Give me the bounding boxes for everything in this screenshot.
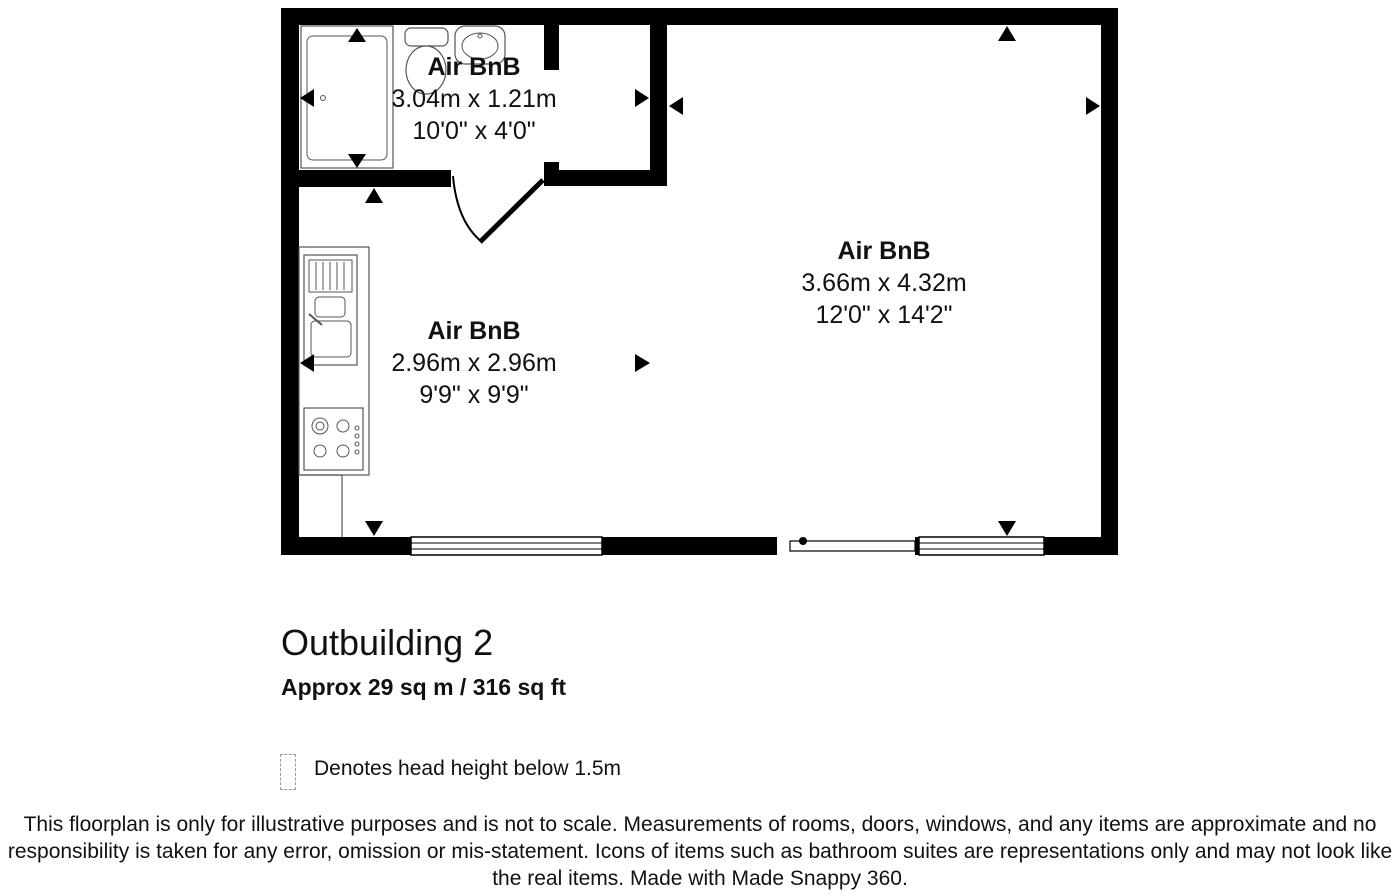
legend-text: Denotes head height below 1.5m [314,757,622,780]
arrow-left-icon [669,97,683,115]
disclaimer: This floorplan is only for illustrative purposes and is not to scale. Measurements of rooms, doors, windows, and any items are approximate and no responsibility is taken for any error, omission or mis-statement. Icons of items such as bathroom suites are representations only and may not look like the real items. Made with Made Snappy 360. [7,813,1393,890]
room-name: Air BnB [427,317,521,345]
room-name: Air BnB [837,237,931,265]
room-dimensions-imperial: 10'0" x 4'0" [412,117,536,145]
floorplan-title: Outbuilding 2 [281,622,494,663]
room-dimensions-metric: 3.04m x 1.21m [391,85,557,113]
arrow-right-icon [635,354,650,372]
room-name: Air BnB [427,53,521,81]
room-dimensions-imperial: 12'0" x 14'2" [815,301,953,329]
hob-icon [304,408,363,470]
room-dimensions-metric: 3.66m x 4.32m [801,269,967,297]
arrow-right-icon [1086,97,1100,115]
dashed-rectangle-icon [280,754,296,790]
arrow-down-icon [998,521,1016,536]
arrow-down-icon [365,521,383,536]
room-dimensions-metric: 2.96m x 2.96m [391,349,557,377]
arrow-up-icon [998,26,1016,41]
arrow-up-icon [365,188,383,203]
sink-icon [304,255,357,365]
floorplan-area: Approx 29 sq m / 316 sq ft [281,674,567,700]
bath-icon [301,26,393,168]
arrow-right-icon [635,89,649,107]
room-dimensions-imperial: 9'9" x 9'9" [419,381,529,409]
window-bottom-left [411,537,602,555]
room-label-main [801,237,966,329]
room-label-kitchen [391,317,556,409]
sliding-door [790,537,1044,555]
bathroom-door [453,176,543,242]
